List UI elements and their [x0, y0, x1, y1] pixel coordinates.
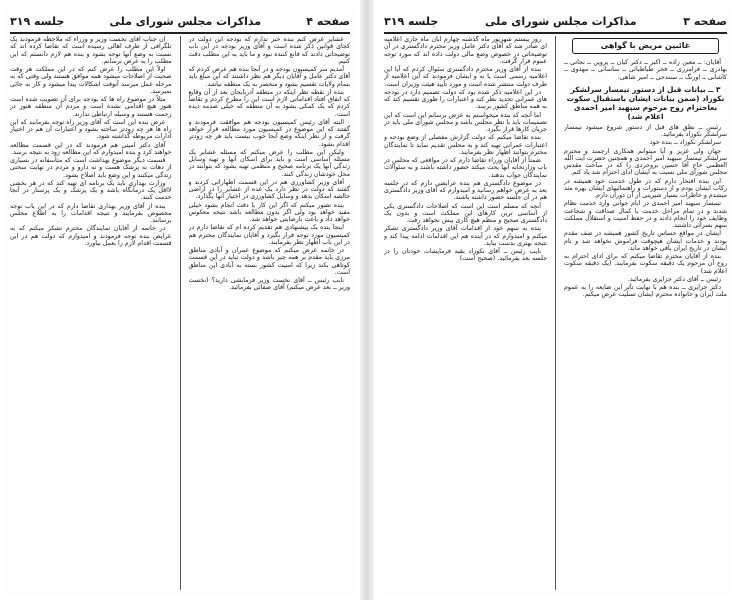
left-page-column-left	[10, 36, 172, 590]
paragraph: اولاً این مطلب را عرض کنم که در این مملکت هر وقت صحبت از اصلاحات میشود همه موافق هستند ولی وقتی که به مرحله عمل میرسد آنوقت اشکالات پیدا میشود و کار به جائی نمیرسد.	[10, 66, 172, 95]
paragraph: در موضوع دادگستری هم بنده عرایضی دارم که در جلسه بعد به عرض خواهم رسانید و امیدوارم که آقای وزیر دادگستری هم در آن جلسه حضور داشته باشند.	[384, 179, 547, 202]
paragraph: سرلشکر نکوزاد ــ بنده خود	[649, 139, 721, 147]
paragraph: نایب رئیس ــ آقای نکوزاد بقیه فرمایشات خودتان را در جلسه بعد بفرمائید. (صحیح است)	[384, 248, 547, 263]
paragraph: قسمت دیگر موضوع بهداشت است که متأسفانه در بسیاری از دهات نه پزشک هست و نه دارو و مردم در نهایت سختی زندگی میکنند و این وضع باید اصلاح بشود.	[10, 157, 172, 179]
paragraph: دکتر جزایری ــ بنده هم با نهایت تأثر این ضایعه را به عموم ملت ایران و خانواده محترم ایشان تسلیت عرض میکنم.	[564, 284, 727, 299]
paragraph: عشایر عرض کنم بنده خبر ندارم که بودجه این دولت در کجای قوانین ذکر شده است و آقای وزیر بودجه در این باب توضیحاتی دادند که قانع کننده نبود و ما باید به این مطلب دقت کنیم.	[188, 36, 350, 65]
paragraph: بنده از آقای وزیر محترم دادگستری سئوال کردم که آیا این اعلامیه رسمی است یا نه و ایشان فرمودند که این اعلامیه از طرف دولت منتشر شده است و مورد تأیید هیئت وزیران است.	[384, 66, 547, 88]
right-page-number: صفحه ۳	[683, 14, 727, 28]
right-page-column-left	[384, 36, 547, 590]
right-page-header	[384, 10, 727, 34]
book-gutter	[360, 0, 374, 600]
paragraph: جهان ولی عزیز و آیا میتوانم همکاری ارجمند و محترم سرلشکر تیمسار سپهبد امیر احمدی و همچنین حضرت آیت الله العظمی حاج آقا حسین بروجردی را که در ساحت مقدس مجلس شورای ملی نسبت به ایشان ادای احترام شد یاد کنم.	[564, 147, 727, 177]
paragraph: اینجا بنده یک پیشنهادی هم تقدیم کرده ام که تقاضا دارم در کمیسیون مورد توجه قرار بگیرد و آقایان نمایندگان محترم هم در این باب اظهار نظر بفرمایند.	[188, 224, 350, 246]
paragraph: نایب رئیس ــ آقای نخست وزیر فرمایشی دارید؟ (نخست وزیر ــ بعد عرض میکنم) آقای صفائی بفرمائید.	[188, 277, 350, 292]
paragraph: بنده از آقایان محترم تقاضا میکنم که برای ادای احترام به روح آن مرحوم یک دقیقه سکوت بفرمایند. (یک دقیقه سکوت اعلام شد)	[564, 253, 727, 275]
left-page-title: مذاکرات مجلس شورای ملی	[109, 14, 262, 28]
left-page-column-right	[189, 36, 351, 590]
column-divider	[555, 36, 556, 590]
paragraph: در خاتمه عرض میکنم که موضوع عمران و آبادی مناطق مرزی باید مقدم بر همه چیز باشد و دولت نباید در این قسمت کوتاهی بکند زیرا که امنیت کشور بسته به آبادی این مناطق است.	[188, 247, 350, 276]
left-page-columns	[10, 36, 350, 590]
paragraph: البته آقای رئیس کمیسیون بودجه هم موافقت فرمودند و گفتند که این موضوع در کمیسیون مورد مطالعه قرار خواهد گرفت و از نظر اینکه وضع آنجا خوب نیست باید هر چه زودتر اقدام بشود.	[188, 118, 350, 148]
left-page-header	[10, 10, 350, 34]
paragraph: بنده تصور میکنم که اگر این کار با دقت انجام بشود خیلی مفید خواهد بود ولی اگر بدون مطالعه باشد نتیجه معکوس خواهد داد و باعث نارضایتی خواهد شد.	[188, 201, 350, 223]
right-page-columns	[384, 36, 727, 590]
paragraph: مثلاً در موضوع راه ها که بودجه برای آن تصویب شده است هنوز هیچ اقدامی نشده است و مردم آن منطقه هنوز در زحمت هستند و وسیله ارتباطی ندارند.	[10, 96, 172, 118]
paragraph: آنچه که مسلم است این است که اصلاحات دادگستری یکی از اساسی ترین کارهای این مملکت است و بدون یک دادگستری صحیح و منظم هیچ کاری پیش نخواهد رفت.	[384, 202, 547, 224]
section-heading: ۳ ــ بیانات قبل از دستور تیمسار سرلشکر نکوزاد (ضمن بیانات ایشان باستقبال سکوت بعاحترام روح مرحوم سپهبد امیر احمدی اعلام شد)	[566, 84, 725, 121]
right-page-session: جلسه ۳۱۹	[384, 14, 439, 28]
paragraph: ضمناً از آقایان وزراء تقاضا دارم که در مواقعی که مجلس در باب وزارتخانه آنها بحث میکند حضور داشته باشند و به سئوالات نمایندگان جواب بدهند.	[384, 157, 547, 179]
right-page-title: مذاکرات مجلس شورای ملی	[485, 14, 637, 28]
paragraph: تیمسار سپهبد امیر احمدی در ایام جوانی وارد خدمت نظام شدند و در تمام مراحل خدمت با کمال صداقت و شجاعت وظایف خود را انجام دادند و در حفظ امنیت و استقلال مملکت سهم بسزائی داشتند.	[564, 200, 727, 229]
paragraph: ولیکن این مطلب را عرض میکنم که مسئله عشایر یک مسئله اساسی است و باید برای اسکان آنها و تهیه وسایل زندگی آنها یک برنامه صحیح و منظمی تهیه بشود که بتوانند در محل خودشان زندگی کنند.	[188, 148, 350, 178]
paragraph: بنده از نقطه نظر اینکه در منطقه آذربایجان بعد از آن وقایع که اتفاق افتاد اقداماتی لازم است این را مطرح کردم و تقاضا کردم که یک کمکی بشود به آن منطقه که خیلی صدمه دیده است.	[188, 88, 350, 118]
paragraph: اما آنچه که بنده میخواستم به عرض برسانم این است که این تصمیمات باید با نظر مجلس باشد و مجلس شورای ملی باید در جریان کارها قرار بگیرد.	[384, 111, 547, 133]
paragraph: آن جناب آقای نخست وزیر و وزراء که ملاحظه فرمودند یک تلگرافی از طرف اهالی رسیده است که تقاضا کرده اند که نسبت به وضع آنها توجه بشود و بنده هم لازم دانستم که این مطلب را به عرض برسانم.	[10, 36, 172, 65]
left-page	[4, 6, 356, 596]
column-divider	[180, 36, 181, 590]
paragraph: این بنده افتخار دارم که در طول خدمت خود همیشه در رکاب ایشان بودم و از دستورات و راهنمائیهای ایشان بهره مند میشدم و خاطرات بسیار شیرینی از آن دوران دارم.	[564, 177, 727, 199]
paragraph: آقایان: ــ معین زاده ــ اکبر ــ دکتر کیان ــ پروین ــ نجاتی ــ بهادری ــ فرامرزی ــ فخر طباطبائی ــ ساسانی ــ مهدوی ــ کاشانی ــ اورنگ ــ سنندجی ــ امیر شاهی.	[564, 59, 727, 81]
paragraph: آقای دکتر امینی هم فرمودند که در این قسمت مطالعه خواهند کرد و بنده امیدوارم که این مطالعه زود به نتیجه برسد.	[10, 141, 172, 156]
paragraph: ایشان در مواقع حساس تاریخ کشور همیشه در صف مقدم بودند و خدمات ایشان هیچوقت فراموش نخواهد شد و نام ایشان در تاریخ ایران باقی خواهد ماند.	[564, 230, 727, 252]
paragraph: آمدیم سر کمیسیون بودجه و در آنجا بنده هم عرض کردم که آقای دکتر عامل و آقایان دیگر هم نظر داشتند که این مبلغ باید بتمام ولایات تقسیم بشود و منحصر به یک منطقه نباشد.	[188, 66, 350, 88]
paragraph: بنده به سهم خود از اقدامات آقای وزیر دادگستری تشکر میکنم و امیدوارم که در آینده هم این اقدامات ادامه پیدا کند و نتیجه بهتری بدست بیاید.	[384, 225, 547, 247]
left-page-number: صفحه ۴	[306, 14, 350, 28]
absentees-box-title: غائبین مریض با گواهی	[572, 38, 719, 54]
right-page	[378, 6, 733, 596]
paragraph: در خاتمه از آقایان نمایندگان محترم تشکر میکنم که به عرایض بنده توجه فرمودند و امیدوارم که دولت هم در این قسمت اقدام لازم را بعمل بیاورد.	[10, 225, 172, 247]
paragraph: روز بیستم شهریور ماه گذشته چهارم آبان ماه جاری اعلامیه ای صادر شد که آقای دکتر عامل وزیر محترم دادگستری در آن توضیحاتی در خصوص وضع مالی دولت داده اند که مورد توجه عموم قرار گرفت.	[384, 36, 547, 65]
paragraph: رئیس ــ آقای دکتر جزایری بفرمائید.	[627, 275, 721, 283]
paragraph: در این اعلامیه ذکر شده بود که دولت تصمیم دارد در بودجه های عمرانی تجدید نظر کند و اعتبارات را طوری تقسیم کند که به همه مناطق کشور برسد.	[384, 88, 547, 111]
paragraph: عرض بنده این است که آقای وزیر راه توجه بفرمایند که این راه ها هر چه زودتر ساخته بشود و اعتبارات آن هم در اختیار ادارات مربوطه گذاشته شود.	[10, 118, 172, 141]
paragraph: بنده از آقای وزیر بهداری تقاضا دارم که در این باب توجه مخصوص بفرمایند و نتیجه اقدامات را به اطلاع مجلس برسانند.	[10, 202, 172, 224]
paragraph: آقای وزیر کشاورزی هم در این قسمت اظهاراتی کردند و گفتند که دولت در نظر دارد یک عده از عشایر را در اراضی خالصه اسکان بدهد و وسایل کشاورزی در اختیار آنها بگذارد.	[188, 178, 350, 201]
paragraph: وزارت بهداری باید یک برنامه ای تهیه کند که در هر بخشی لااقل یک درمانگاه باشد و یک پزشک و یک پرستار در آنجا خدمت کنند.	[10, 179, 172, 202]
paragraph: رئیس ــ نطق های قبل از دستور شروع میشود تیمسار سرلشکر نکوزاد بفرمائید.	[564, 123, 727, 138]
left-page-session: جلسه ۳۱۹	[10, 14, 65, 28]
right-page-column-right	[564, 36, 727, 590]
paragraph: بنده تقاضا میکنم که دولت گزارش مفصلی از وضع بودجه و اعتبارات عمرانی تهیه کند و به مجلس تقدیم نماید تا نمایندگان محترم بتوانند اظهار نظر بفرمایند.	[384, 134, 547, 156]
